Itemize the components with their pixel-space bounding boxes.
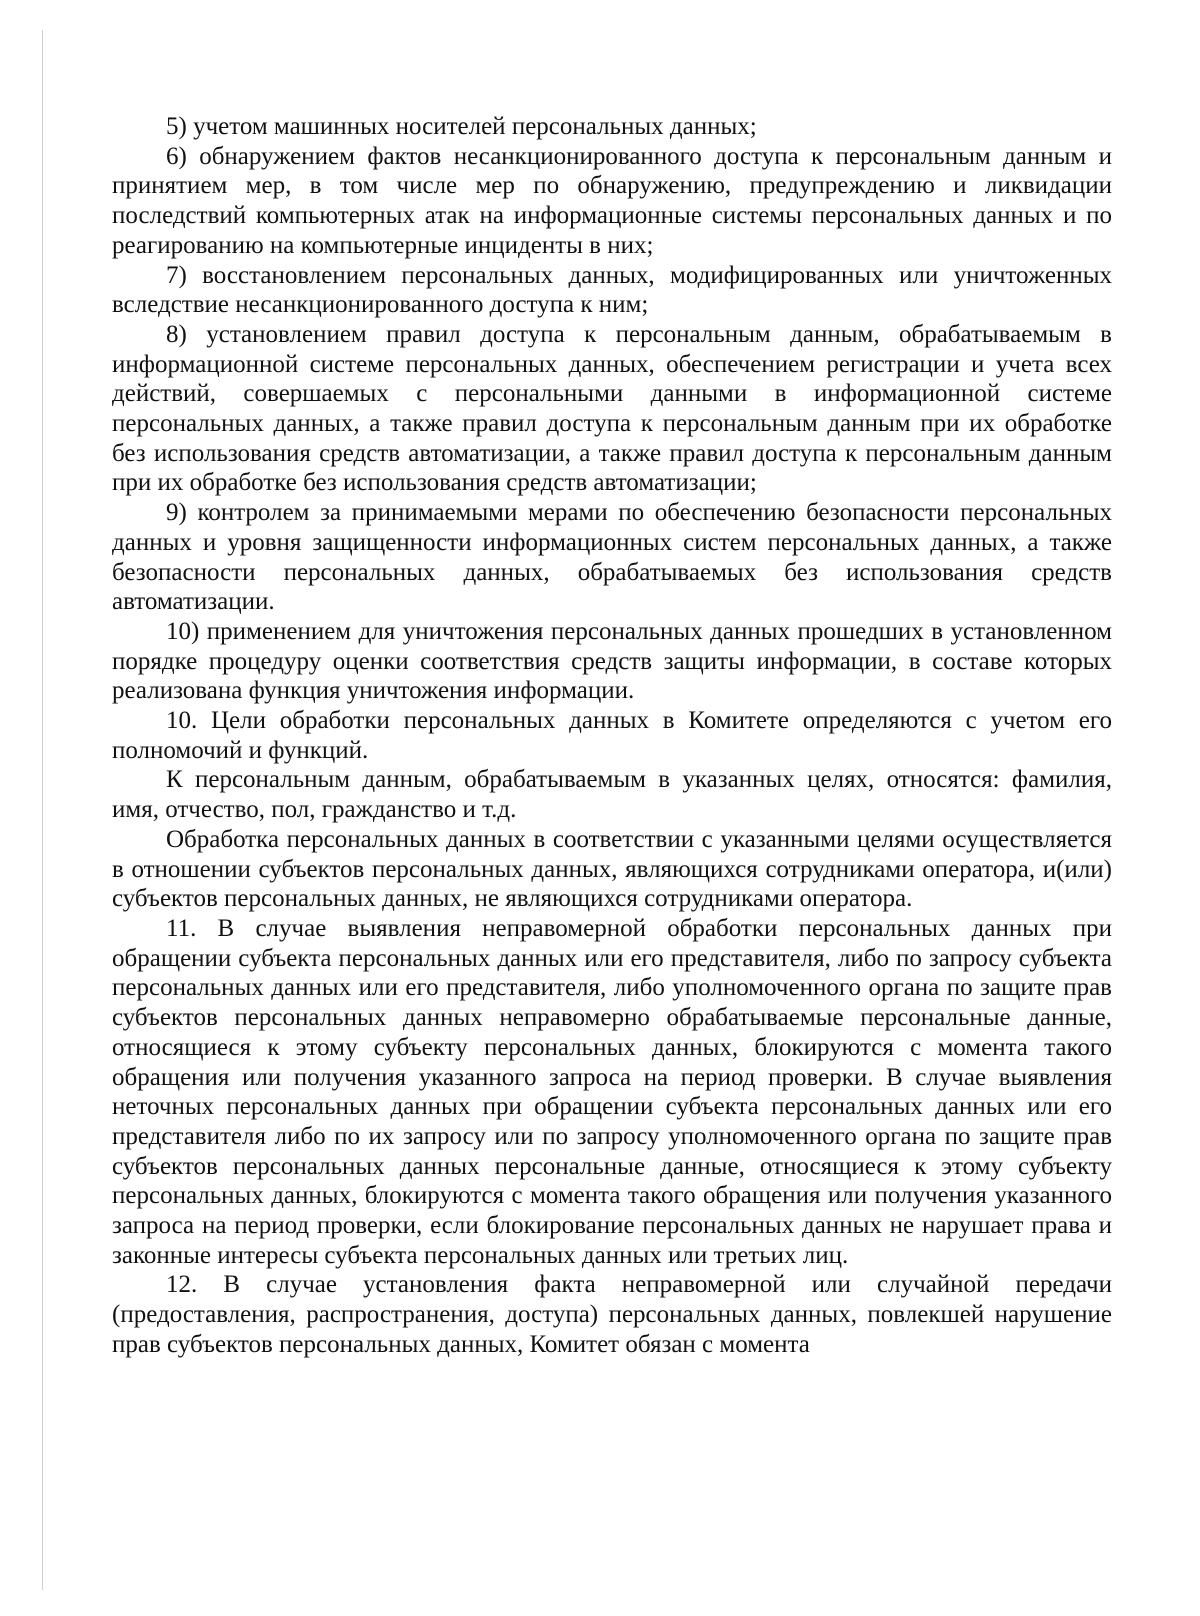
paragraph-item-8: 8) установлением правил доступа к персональным данным, обрабатываемым в информационной системе персональных данных, обеспечением регистрации и учета всех действий, совершаемых с персональными данными в информационной системе персональных данных, а также правил доступа к персональным данным при их обработке без использования средств автоматизации, а также правил доступа к персональным данным при их обработке без использования средств автоматизации; — [112, 320, 1112, 497]
paragraph-item-6: 6) обнаружением фактов несанкционированного доступа к персональным данным и принятием мер, в том числе мер по обнаружению, предупреждению и ликвидации последствий компьютерных атак на информационные системы персональных данных и по реагированию на компьютерные инциденты в них; — [112, 142, 1112, 259]
paragraph-item-5: 5) учетом машинных носителей персональных данных; — [166, 113, 757, 140]
paragraph-item-7: 7) восстановлением персональных данных, модифицированных или уничтоженных вследствие несанкционированного доступа к ним; — [112, 261, 1112, 319]
paragraph-section-12: 12. В случае установления факта неправомерной или случайной передачи (предоставления, распространения, доступа) персональных данных, повлекшей нарушение прав субъектов персональных данных, Комитет обязан с момента — [112, 1271, 1112, 1358]
scan-edge-line — [42, 30, 43, 1590]
document-body — [112, 112, 1112, 1360]
paragraph-data-list: К персональным данным, обрабатываемым в указанных целях, относятся: фамилия, имя, отчество, пол, гражданство и т.д. — [112, 766, 1112, 824]
paragraph-item-9: 9) контролем за принимаемыми мерами по обеспечению безопасности персональных данных и уровня защищенности информационных систем персональных данных, а также безопасности персональных данных, обрабатываемых без использования средств автоматизации. — [112, 499, 1112, 616]
paragraph-section-10: 10. Цели обработки персональных данных в Комитете определяются с учетом его полномочий и функций. — [112, 707, 1112, 764]
paragraph-item-10: 10) применением для уничтожения персональных данных прошедших в установленном порядке процедуру оценки соответствия средств защиты информации, в составе которых реализована функция уничтожения информации. — [112, 617, 1112, 705]
paragraph-section-11: 11. В случае выявления неправомерной обработки персональных данных при обращении субъекта персональных данных или его представителя, либо по запросу субъекта персональных данных или его представителя, либо уполномоченного органа по защите прав субъектов персональных данных неправомерно обрабатываемые персональные данные, относящиеся к этому субъекту персональных данных, блокируются с момента такого обращения или получения указанного запроса на период проверки. В случае выявления неточных персональных данных при обращении субъекта персональных данных или его представителя либо по их запросу или по запросу уполномоченного органа по защите прав субъектов персональных данных персональные данные, относящиеся к этому субъекту персональных данных, блокируются с момента такого обращения или получения указанного запроса на период проверки, если блокирование персональных данных не нарушает права и законные интересы субъекта персональных данных или третьих лиц. — [112, 914, 1112, 1269]
paragraph-processing: Обработка персональных данных в соответствии с указанными целями осуществляется в отношении субъектов персональных данных, являющихся сотрудниками оператора, и(или) субъектов персональных данных, не являющихся сотрудниками оператора. — [112, 825, 1112, 913]
